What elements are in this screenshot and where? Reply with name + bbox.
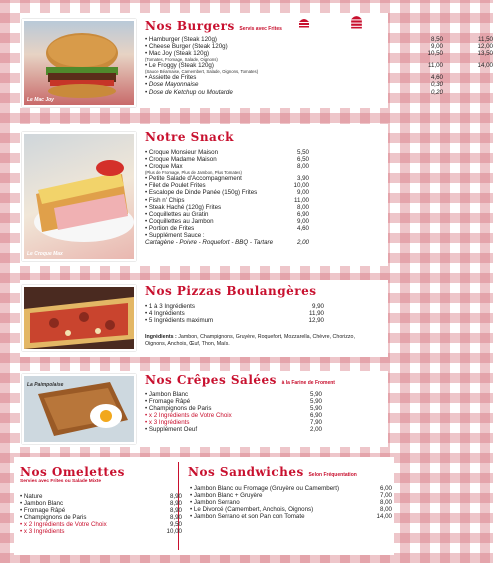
pizzas-list xyxy=(145,303,385,324)
menu-item-name: • Jambon Serrano et son Pan con Tomate xyxy=(190,513,305,521)
menu-item-price: 6,90 xyxy=(309,412,322,420)
menu-item xyxy=(20,500,182,508)
sandwiches-title-text: Nos Sandwiches xyxy=(188,465,304,479)
menu-item-price: 3,90 xyxy=(296,175,309,183)
menu-item-name: • x 2 Ingrédients de Votre Choix xyxy=(20,521,107,529)
crepes-title xyxy=(145,373,335,387)
menu-item-price: 8,00 xyxy=(296,163,309,171)
menu-item xyxy=(145,310,385,317)
menu-item-price: 9,90 xyxy=(311,303,324,310)
menu-item-name: • Dose Mayonnaise xyxy=(145,81,199,89)
menu-item-name: • Croque Madame Maison xyxy=(145,156,217,164)
sandwiches-subtitle: Selon Fréquentation xyxy=(308,472,357,478)
menu-item-price-large: 13,50 xyxy=(477,50,493,58)
menu-item xyxy=(145,197,385,204)
snack-list xyxy=(145,149,385,246)
menu-item-price: 11,00 xyxy=(427,62,443,70)
snack-photo xyxy=(22,132,136,261)
menu-item-price: 8,00 xyxy=(379,506,392,514)
menu-item-price: 0,30 xyxy=(430,81,443,89)
menu-item-price: 12,90 xyxy=(308,317,324,325)
menu-item-price: 7,90 xyxy=(309,419,322,427)
menu-item xyxy=(145,405,385,412)
menu-item-price: 5,90 xyxy=(309,405,322,413)
snack-title: Notre Snack xyxy=(145,130,234,144)
menu-item-name: (Plus de Fromage, Plus de Jambon, Plus Tomates) xyxy=(145,170,242,176)
menu-item-name: • Supplément Oeuf xyxy=(145,426,198,434)
menu-item-price: 9,00 xyxy=(296,189,309,197)
menu-item xyxy=(145,204,385,211)
crepes-list xyxy=(145,391,385,434)
menu-item-name: • Jambon Blanc ou Fromage (Gruyère ou Camembert) xyxy=(190,485,340,492)
menu-item-name: • Coquillettes au Jambon xyxy=(145,217,214,225)
menu-item xyxy=(145,303,385,310)
menu-item-name: • Jambon Blanc + Gruyère xyxy=(190,492,263,500)
menu-item-price: 8,90 xyxy=(169,514,182,522)
menu-item-name: • Croque Monsieur Maison xyxy=(145,149,219,156)
menu-item xyxy=(145,156,385,163)
menu-item-price: 9,00 xyxy=(430,43,443,51)
menu-item xyxy=(20,528,182,536)
menu-item xyxy=(145,50,493,58)
menu-item xyxy=(145,412,385,419)
burger-size-small-icon xyxy=(298,16,310,28)
menu-item-price: 6,50 xyxy=(296,156,309,164)
pizzas-ingredients-label: Ingrédients : xyxy=(145,334,177,340)
menu-item-name: • 1 à 3 Ingrédients xyxy=(145,303,195,310)
burgers-list xyxy=(145,36,493,96)
menu-item-name: • Supplément Sauce : xyxy=(145,232,205,240)
menu-item-name: • Le Divorcé (Camembert, Anchois, Oignons) xyxy=(190,506,314,514)
menu-item xyxy=(145,211,385,218)
menu-item-price: 8,90 xyxy=(169,500,182,508)
burgers-subtitle: Servis avec Frites xyxy=(239,26,282,32)
menu-item xyxy=(190,485,392,492)
menu-item xyxy=(20,514,182,522)
menu-item-price: 6,90 xyxy=(296,210,309,218)
menu-item xyxy=(145,218,385,225)
menu-item xyxy=(145,426,385,433)
menu-item xyxy=(190,499,392,507)
menu-item-name: • Fromage Râpé xyxy=(145,398,191,406)
menu-item xyxy=(145,163,385,170)
menu-item xyxy=(145,182,385,189)
crepes-title-text: Nos Crêpes Salées xyxy=(145,373,277,387)
pizzas-ingredients-text: Jambon, Champignons, Gruyère, Roquefort, Mozzarella, Chèvre, Chorizzo, Oignons, Anchois, Œuf, Thon, Maïs. xyxy=(145,334,355,347)
burger-photo xyxy=(22,19,136,107)
burger-size-large-icon xyxy=(350,14,363,29)
menu-item xyxy=(190,506,392,514)
menu-item-name: (Sauce Béarnaise, Camembert, Salade, Oignons, Tomates) xyxy=(145,69,259,75)
menu-item-price: 5,90 xyxy=(309,398,322,406)
pizza-illustration xyxy=(24,287,134,349)
menu-item-name: • Steak Haché (120g) Frites xyxy=(145,203,222,211)
menu-item xyxy=(145,81,443,89)
menu-item-name: • x 3 Ingrédients xyxy=(145,419,190,427)
menu-item-name: • Jambon Blanc xyxy=(20,500,64,508)
menu-item-price: 11,90 xyxy=(308,310,324,318)
menu-item xyxy=(145,398,385,405)
menu-item-name: • x 2 Ingrédients de Votre Choix xyxy=(145,412,232,420)
menu-item-price-large: 14,00 xyxy=(477,62,493,70)
menu-item xyxy=(145,419,385,426)
menu-item-price-large: 11,50 xyxy=(477,36,493,43)
menu-item-price: 10,00 xyxy=(293,182,309,190)
menu-item-name: • Cheese Burger (Steak 120g) xyxy=(145,43,228,51)
menu-item-name: • Dose de Ketchup ou Moutarde xyxy=(145,88,233,96)
menu-item-name: • Fish n' Chips xyxy=(145,196,185,204)
menu-item xyxy=(145,36,493,43)
menu-item-price: 2,00 xyxy=(309,426,322,434)
menu-item-price: 5,50 xyxy=(296,149,309,156)
crepe-photo-caption: La Paimpolaise xyxy=(27,382,64,388)
menu-item-price: 8,90 xyxy=(169,507,182,515)
menu-item-name: (Tomates, Fromage, Salade, Oignons) xyxy=(145,57,218,63)
menu-item-name: • 5 Ingrédients maximum xyxy=(145,317,214,325)
menu-item-price: 0,20 xyxy=(430,88,443,96)
menu-item-price: 8,50 xyxy=(430,36,443,43)
menu-item xyxy=(145,189,385,196)
menu-item xyxy=(145,62,493,70)
menu-item-price: 2,00 xyxy=(296,239,309,247)
menu-item-price: 10,50 xyxy=(427,50,443,58)
omelettes-title: Nos Omelettes xyxy=(20,465,125,479)
menu-item-price: 6,00 xyxy=(379,485,392,492)
menu-item xyxy=(145,232,385,239)
menu-item-name: • Portion de Frites xyxy=(145,224,195,232)
pizzas-ingredients xyxy=(145,334,365,347)
burger-illustration xyxy=(24,21,134,105)
crepe-photo xyxy=(22,374,136,444)
menu-item-price: 8,00 xyxy=(296,203,309,211)
pizza-photo xyxy=(22,285,136,351)
snack-photo-caption: Le Croque Max xyxy=(27,251,63,257)
menu-item-name: • Le Froggy (Steak 120g) xyxy=(145,62,214,70)
croque-illustration xyxy=(24,134,134,259)
menu-item xyxy=(20,507,182,515)
menu-item-price: 4,60 xyxy=(430,74,443,82)
menu-item-name: • Filet de Poulet Frites xyxy=(145,182,206,190)
menu-item-name: • Hamburger (Steak 120g) xyxy=(145,36,217,43)
menu-item-name: Cartagène - Poivre - Roquefort - BBQ - Tartare xyxy=(145,239,274,247)
menu-item-name: • Fromage Râpé xyxy=(20,507,66,515)
menu-item xyxy=(145,88,443,96)
menu-item xyxy=(145,74,443,82)
menu-item-name: • Croque Max xyxy=(145,163,183,171)
menu-item xyxy=(145,391,385,398)
menu-item-name: • Champignons de Paris xyxy=(145,405,212,413)
burgers-title xyxy=(145,19,282,33)
menu-item-price: 9,50 xyxy=(169,521,182,529)
menu-item-price: 4,60 xyxy=(296,224,309,232)
sandwiches-list xyxy=(190,485,392,521)
menu-item-name: • Champignons de Paris xyxy=(20,514,87,522)
menu-item-name: • x 3 Ingrédients xyxy=(20,528,65,536)
menu-item xyxy=(145,149,385,156)
menu-item-name: • Jambon Blanc xyxy=(145,391,189,398)
menu-item-name: • Jambon Serrano xyxy=(190,499,240,507)
menu-item xyxy=(145,175,385,182)
menu-item xyxy=(145,239,385,246)
menu-item-name: • Escalope de Dinde Panée (150g) Frites xyxy=(145,189,258,197)
menu-item-name: • 4 Ingrédients xyxy=(145,310,185,318)
burgers-title-text: Nos Burgers xyxy=(145,19,235,33)
menu-item-price: 8,90 xyxy=(169,493,182,500)
menu-item-price: 10,00 xyxy=(166,528,182,536)
menu-item-price: 11,00 xyxy=(293,196,309,204)
menu-item xyxy=(145,317,385,324)
menu-item-name: • Assiette de Frites xyxy=(145,74,197,82)
omelettes-subtitle: Servies avec Frites ou Salade Mixte xyxy=(20,479,102,484)
menu-item xyxy=(20,493,182,500)
menu-item-price-large: 12,00 xyxy=(477,43,493,51)
burger-photo-caption: Le Mac Joy xyxy=(27,97,54,103)
menu-item xyxy=(20,521,182,529)
menu-item-price: 8,00 xyxy=(379,499,392,507)
menu-item xyxy=(190,513,392,521)
menu-item-price: 7,00 xyxy=(379,492,392,500)
omelettes-list xyxy=(20,493,182,536)
menu-item xyxy=(145,43,493,51)
menu-item-name: • Coquillettes au Gratin xyxy=(145,210,209,218)
menu-item-price: 14,00 xyxy=(376,513,392,521)
menu-item xyxy=(145,225,385,232)
sandwiches-title xyxy=(188,465,357,479)
menu-item-name: • Mac Joy (Steak 120g) xyxy=(145,50,210,58)
menu-item-price: 9,00 xyxy=(296,217,309,225)
menu-item xyxy=(190,492,392,500)
menu-item-price: 5,90 xyxy=(309,391,322,398)
crepes-subtitle: à la Farine de Froment xyxy=(281,380,335,386)
menu-item-name: • Petite Salade d'Accompagnement xyxy=(145,175,242,183)
pizzas-title: Nos Pizzas Boulangères xyxy=(145,284,317,298)
menu-item-name: • Nature xyxy=(20,493,43,500)
